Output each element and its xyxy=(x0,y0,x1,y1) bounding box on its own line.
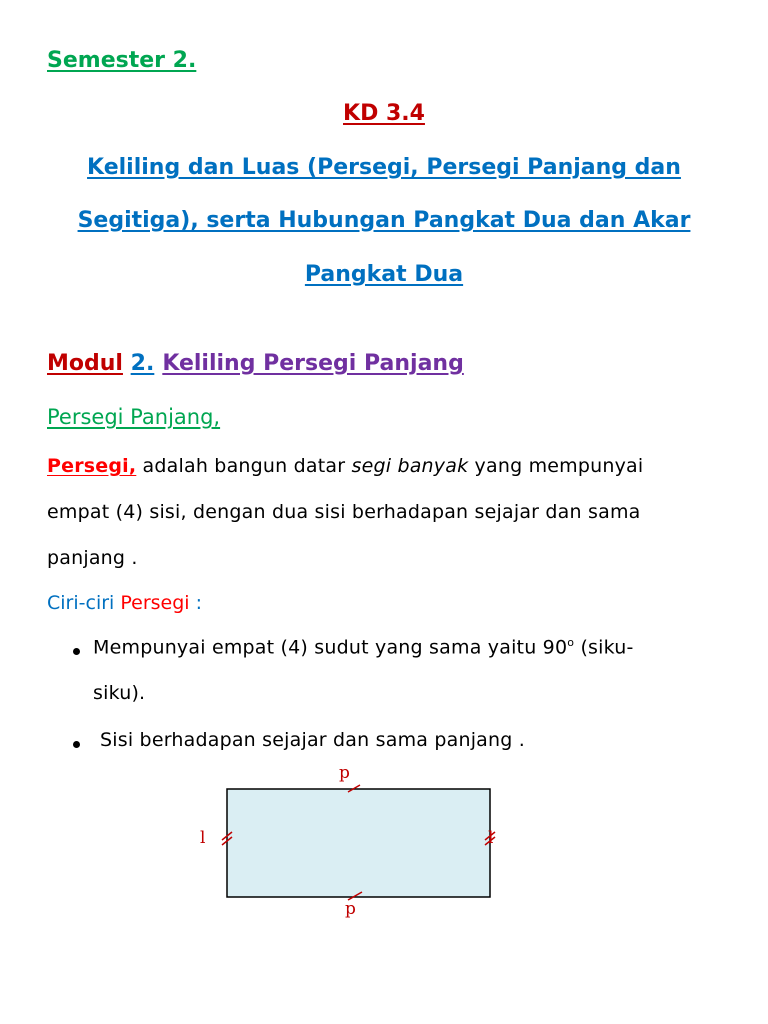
definition-line-3: panjang . xyxy=(47,547,138,569)
label-bottom: p xyxy=(345,899,356,919)
modul-word: Modul xyxy=(47,351,123,376)
ciri-part-2: Persegi xyxy=(120,592,190,614)
ciri-heading xyxy=(47,592,202,614)
title-line-3 xyxy=(0,262,768,287)
title-text-1: Keliling dan Luas (Persegi, Persegi Panjang dan xyxy=(87,155,681,180)
definition-line-1 xyxy=(47,455,643,477)
title-text-2: Segitiga), serta Hubungan Pangkat Dua dan Akar xyxy=(77,208,691,233)
section-heading: Persegi Panjang, xyxy=(47,405,221,429)
kd-text: KD 3.4 xyxy=(343,101,425,126)
modul-number: 2. xyxy=(130,351,155,376)
definition-text-b: yang mempunyai xyxy=(468,455,644,477)
ciri-part-1: Ciri-ciri xyxy=(47,592,121,614)
title-text-3: Pangkat Dua xyxy=(304,262,464,287)
bullet-icon xyxy=(73,741,80,748)
semester-heading: Semester 2. xyxy=(47,48,197,73)
modul-title: Keliling Persegi Panjang xyxy=(162,351,464,376)
bullet-1-text-post: (siku- xyxy=(574,636,634,659)
definition-italic: segi banyak xyxy=(351,455,469,477)
label-right: l xyxy=(488,828,494,848)
rectangle-shape xyxy=(227,789,490,897)
kd-heading xyxy=(0,101,768,126)
bullet-icon xyxy=(73,648,80,655)
bullet-1-line-2: siku). xyxy=(93,682,146,704)
ciri-part-3: : xyxy=(189,592,203,614)
bullet-1-line-1 xyxy=(93,636,634,658)
title-line-2 xyxy=(0,208,768,233)
definition-line-2: empat (4) sisi, dengan dua sisi berhadapan sejajar dan sama xyxy=(47,501,641,523)
label-top: p xyxy=(339,763,350,783)
title-line-1 xyxy=(0,155,768,180)
bullet-2: Sisi berhadapan sejajar dan sama panjang . xyxy=(100,729,526,751)
rectangle-diagram xyxy=(190,760,520,930)
degree-superscript: o xyxy=(567,636,575,649)
label-left: l xyxy=(200,828,206,848)
bullet-1-text: Mempunyai empat (4) sudut yang sama yaitu 90 xyxy=(93,636,568,659)
definition-keyword: Persegi, xyxy=(47,455,137,477)
definition-text-a: adalah bangun datar xyxy=(136,455,352,477)
modul-heading xyxy=(47,351,464,376)
